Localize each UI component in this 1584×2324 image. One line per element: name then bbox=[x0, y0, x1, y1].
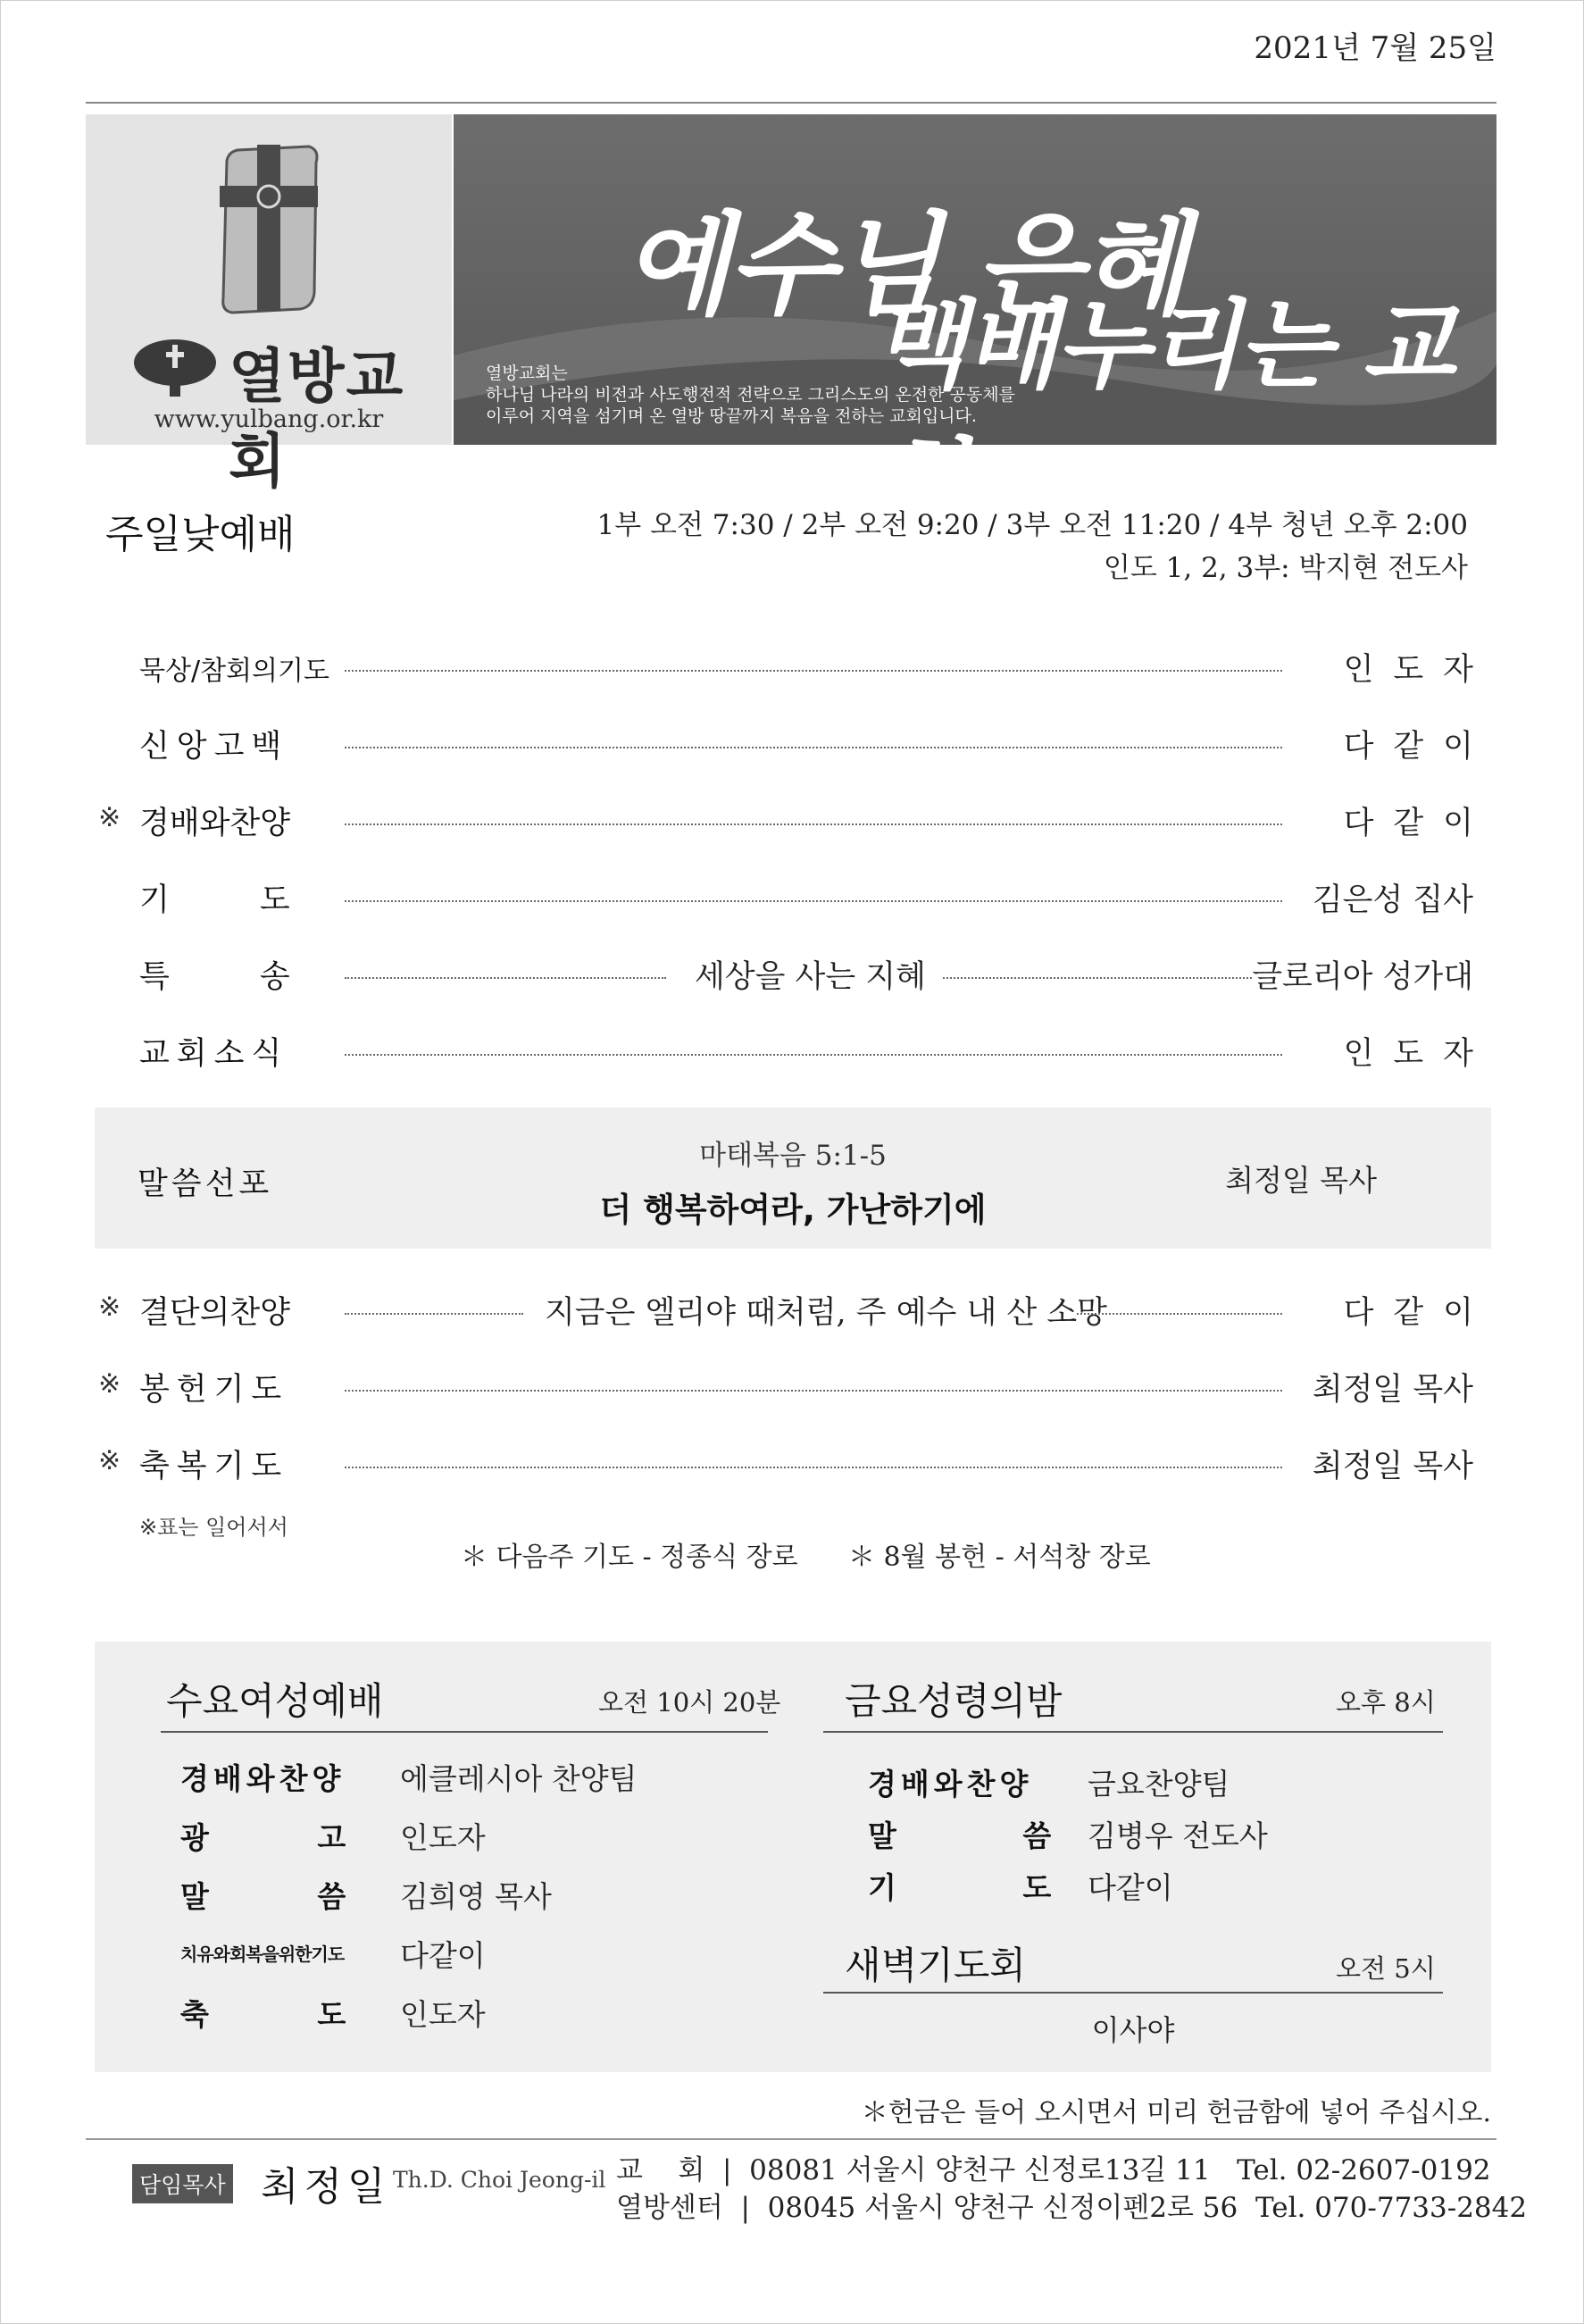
weekday-services-box bbox=[95, 1642, 1491, 2072]
item-label: 말 씀 bbox=[868, 1818, 1052, 1853]
order-label: 교회소식 bbox=[139, 1036, 289, 1072]
dawn-prayer-time: 오전 5시 bbox=[1336, 1953, 1436, 1984]
wednesday-time: 오전 10시 20분 bbox=[598, 1687, 781, 1718]
order-leader: 최정일 목사 bbox=[1312, 1372, 1473, 1408]
church-url: www.yulbang.or.kr bbox=[154, 405, 384, 433]
sunday-service-times: 1부 오전 7:30 / 2부 오전 9:20 / 3부 오전 11:20 / 4부 청년 오후 2:00 bbox=[596, 509, 1468, 541]
dot-leader bbox=[1077, 1313, 1282, 1315]
dot-leader bbox=[345, 1313, 523, 1315]
item-label: 축 도 bbox=[180, 1997, 346, 2032]
order-row bbox=[98, 793, 1493, 847]
dot-leader bbox=[345, 1467, 1282, 1468]
order-label: 신앙고백 bbox=[139, 729, 289, 765]
mission-line: 하나님 나라의 비전과 사도행전적 전략으로 그리스도의 온전한 공동체를 bbox=[486, 385, 1015, 405]
item-value: 에클레시아 찬양팀 bbox=[400, 1761, 638, 1796]
senior-pastor-tag: 담임목사 bbox=[132, 2164, 233, 2203]
item-value: 다같이 bbox=[1088, 1870, 1173, 1905]
sermon-label: 말씀선포 bbox=[138, 1166, 273, 1202]
dot-leader bbox=[345, 900, 1282, 902]
wednesday-item bbox=[180, 1815, 752, 1868]
standing-mark: ※ bbox=[98, 1292, 121, 1323]
friday-item bbox=[868, 1761, 1439, 1815]
order-leader: 글로리아 성가대 bbox=[1252, 959, 1473, 995]
item-label: 치유와회복을위한기도 bbox=[180, 1944, 345, 1965]
dawn-prayer-title: 새벽기도회 bbox=[845, 1944, 1026, 1987]
standing-note: ※표는 일어서서 bbox=[139, 1515, 288, 1540]
order-leader: 인도자 bbox=[1343, 1036, 1493, 1072]
church-address: 교 회 | 08081 서울시 양천구 신정로13길 11 Tel. 02-2607-0192 bbox=[616, 2154, 1491, 2186]
mission-line: 열방교회는 bbox=[486, 364, 568, 383]
mission-statement bbox=[486, 363, 1015, 427]
friday-time: 오후 8시 bbox=[1336, 1687, 1436, 1718]
sunday-guide: 인도 1, 2, 3부: 박지현 전도사 bbox=[1103, 552, 1468, 584]
order-label: 결단의찬양 bbox=[139, 1295, 291, 1331]
decision-hymn-title: 지금은 엘리야 때처럼, 주 예수 내 산 소망 bbox=[545, 1295, 1107, 1331]
center-address: 열방센터 | 08045 서울시 양천구 신정이펜2로 56 Tel. 070-7733-2842 bbox=[616, 2192, 1528, 2224]
slogan-line-2: 백배누리는 교회 bbox=[873, 289, 1454, 540]
top-divider bbox=[86, 102, 1496, 104]
dot-leader bbox=[345, 1054, 1282, 1056]
wednesday-item bbox=[180, 1756, 752, 1810]
wednesday-item bbox=[180, 1874, 752, 1927]
order-row bbox=[98, 640, 1493, 693]
august-offering: ＊ 8월 봉헌 - 서석창 장로 bbox=[848, 1542, 1151, 1573]
item-label: 경배와찬양 bbox=[180, 1761, 346, 1796]
item-value: 김병우 전도사 bbox=[1088, 1818, 1268, 1853]
item-value: 김희영 목사 bbox=[400, 1879, 552, 1914]
mission-line: 이루어 지역을 섬기며 온 열방 땅끝까지 복음을 전하는 교회입니다. bbox=[486, 406, 977, 426]
order-leader: 인도자 bbox=[1343, 652, 1493, 688]
sermon-box bbox=[95, 1108, 1491, 1249]
order-label: 기 도 bbox=[139, 882, 290, 918]
order-row bbox=[98, 870, 1473, 924]
standing-mark: ※ bbox=[98, 1368, 121, 1400]
order-row bbox=[98, 716, 1493, 770]
item-label: 기 도 bbox=[868, 1870, 1052, 1905]
friday-rule bbox=[823, 1731, 1443, 1733]
order-label: 경배와찬양 bbox=[139, 806, 291, 841]
slogan-line-1: 예수님 은혜 bbox=[623, 201, 1187, 330]
item-value: 인도자 bbox=[400, 1997, 486, 2032]
dot-leader bbox=[345, 823, 1282, 825]
friday-item bbox=[868, 1865, 1439, 1919]
special-song-title: 세상을 사는 지혜 bbox=[695, 959, 926, 995]
item-label: 말 씀 bbox=[180, 1879, 346, 1914]
wednesday-rule bbox=[161, 1731, 768, 1733]
order-label: 특 송 bbox=[139, 959, 290, 995]
item-value: 금요찬양팀 bbox=[1088, 1767, 1230, 1802]
sermon-preacher: 최정일 목사 bbox=[1225, 1163, 1377, 1198]
order-label: 봉헌기도 bbox=[139, 1372, 289, 1408]
wednesday-item bbox=[180, 1992, 752, 2045]
dot-leader bbox=[345, 747, 1282, 748]
order-leader: 다같이 bbox=[1343, 1295, 1493, 1331]
order-row bbox=[98, 1436, 1473, 1490]
dot-leader bbox=[345, 1390, 1282, 1392]
footer-divider bbox=[86, 2138, 1496, 2140]
dawn-rule bbox=[823, 1992, 1443, 1994]
logo-panel bbox=[86, 114, 452, 496]
order-leader: 최정일 목사 bbox=[1312, 1449, 1473, 1484]
item-label: 경배와찬양 bbox=[868, 1767, 1033, 1802]
next-week-prayer: ＊ 다음주 기도 - 정종식 장로 bbox=[461, 1542, 798, 1573]
order-row bbox=[98, 1283, 1493, 1336]
item-value: 인도자 bbox=[400, 1820, 486, 1855]
friday-item bbox=[868, 1813, 1439, 1867]
order-row bbox=[98, 1359, 1473, 1413]
wednesday-title: 수요여성예배 bbox=[166, 1679, 384, 1723]
dawn-scripture: 이사야 bbox=[1091, 2013, 1175, 2047]
order-row bbox=[98, 947, 1473, 1000]
senior-pastor-degree: Th.D. Choi Jeong-il bbox=[393, 2167, 606, 2193]
sermon-title: 더 행복하여라, 가난하기에 bbox=[599, 1191, 987, 1229]
dot-leader bbox=[345, 670, 1282, 672]
church-logo-text: 열방교회 bbox=[229, 342, 405, 496]
item-label: 광 고 bbox=[180, 1820, 346, 1855]
standing-mark: ※ bbox=[98, 802, 121, 833]
order-label: 묵상/참회의기도 bbox=[139, 656, 329, 687]
order-leader: 김은성 집사 bbox=[1312, 882, 1473, 918]
order-leader: 다같이 bbox=[1343, 729, 1493, 765]
senior-pastor-name: 최정일 bbox=[261, 2164, 391, 2210]
standing-mark: ※ bbox=[98, 1445, 121, 1476]
order-row bbox=[98, 1024, 1493, 1077]
cross-scroll-icon bbox=[202, 141, 336, 320]
sunday-worship-title: 주일낮예배 bbox=[105, 512, 296, 557]
bulletin-date: 2021년 7월 25일 bbox=[1254, 30, 1496, 66]
order-label: 축복기도 bbox=[139, 1449, 289, 1484]
sermon-reference: 마태복음 5:1-5 bbox=[699, 1140, 887, 1172]
friday-title: 금요성령의밤 bbox=[845, 1679, 1063, 1723]
tree-emblem-icon bbox=[130, 336, 220, 398]
order-leader: 다같이 bbox=[1343, 806, 1493, 841]
dot-leader bbox=[345, 977, 666, 979]
dot-leader bbox=[943, 977, 1252, 979]
offering-note: ＊헌금은 들어 오시면서 미리 헌금함에 넣어 주십시오. bbox=[861, 2097, 1491, 2128]
wednesday-item bbox=[180, 1933, 752, 1986]
item-value: 다같이 bbox=[400, 1938, 486, 1973]
